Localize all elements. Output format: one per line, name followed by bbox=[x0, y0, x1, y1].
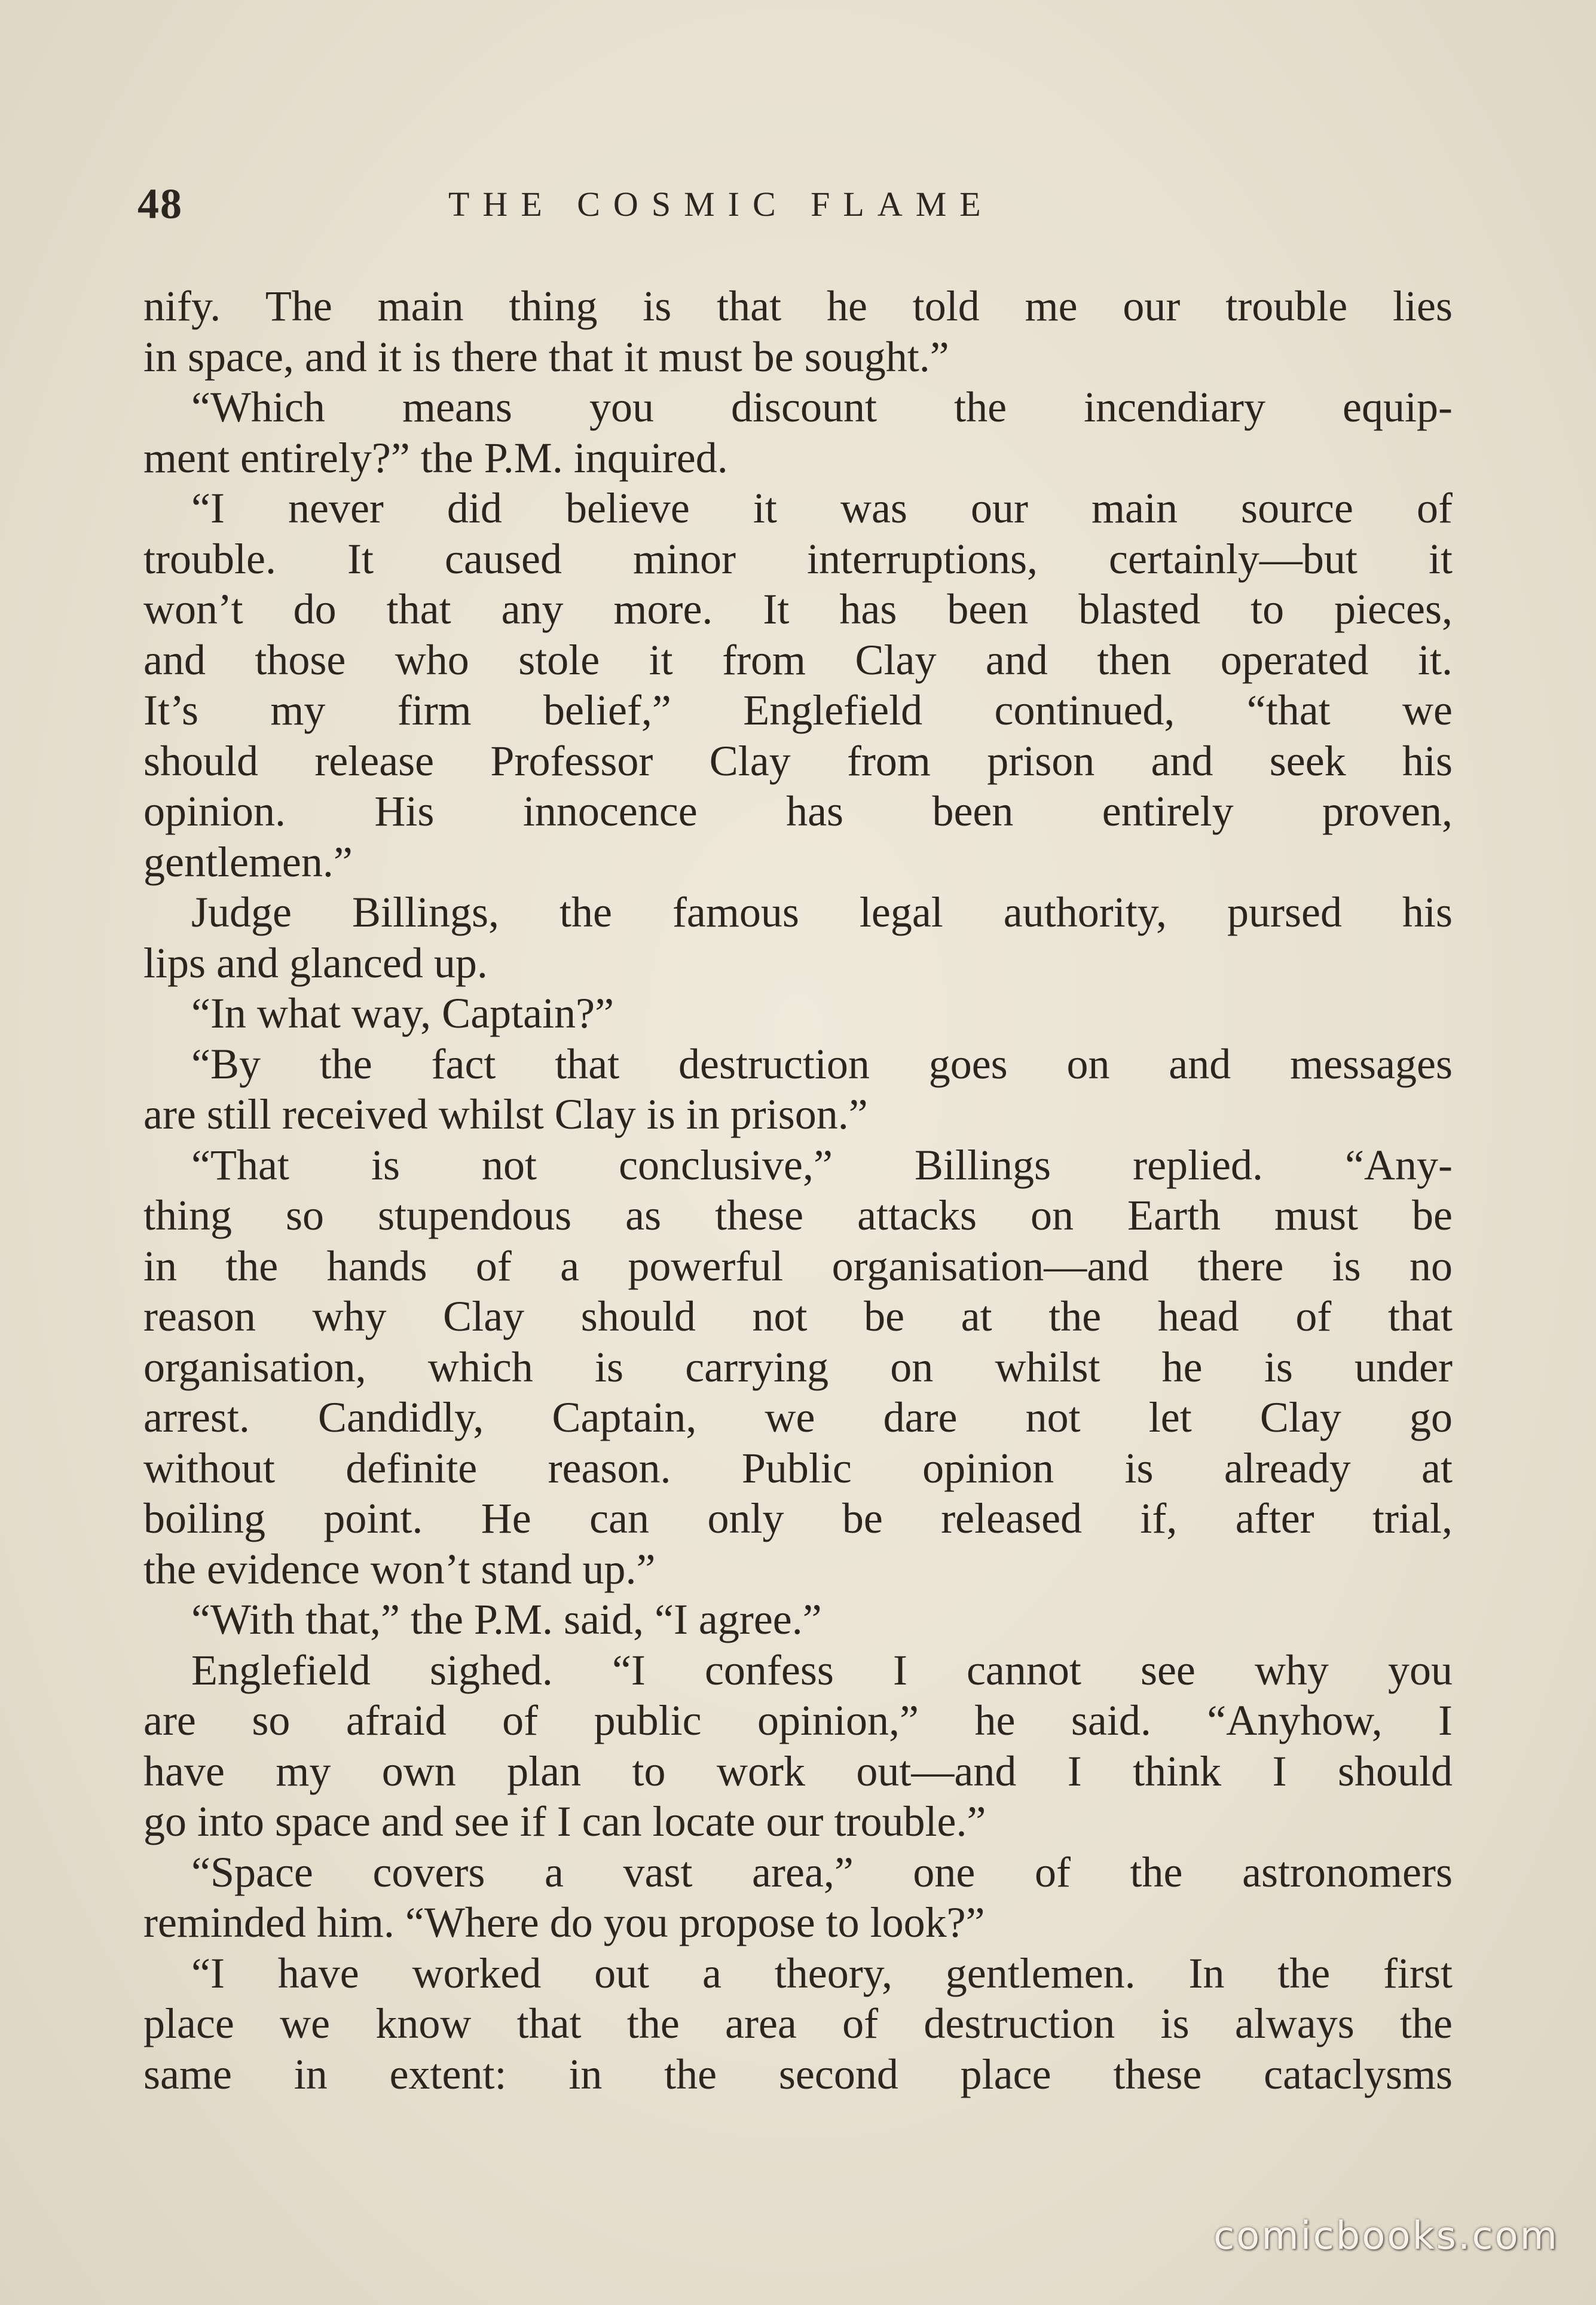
text-line: and those who stole it from Clay and then operated it. bbox=[143, 635, 1453, 684]
text-line: “Space covers a vast area,” one of the astronomers bbox=[191, 1848, 1453, 1896]
text-line: thing so stupendous as these attacks on Earth must be bbox=[143, 1191, 1453, 1239]
text-line: “I have worked out a theory, gentlemen. In the first bbox=[191, 1949, 1453, 1997]
text-line: ment entirely?” the P.M. inquired. bbox=[143, 433, 728, 482]
site-watermark: comicbooks.com bbox=[1213, 2214, 1559, 2258]
text-line: nify. The main thing is that he told me our trouble lies bbox=[143, 282, 1453, 330]
text-line: boiling point. He can only be released if, after trial, bbox=[143, 1494, 1453, 1542]
text-line: organisation, which is carrying on whilst he is under bbox=[143, 1343, 1453, 1391]
text-line: reason why Clay should not be at the head of that bbox=[143, 1292, 1453, 1340]
text-line: It’s my firm belief,” Englefield continued, “that we bbox=[143, 686, 1453, 734]
text-line: same in extent: in the second place these cataclysms bbox=[143, 2050, 1453, 2098]
text-line: won’t do that any more. It has been blasted to pieces, bbox=[143, 585, 1453, 633]
text-line: go into space and see if I can locate our trouble.” bbox=[143, 1797, 986, 1845]
text-line: “By the fact that destruction goes on and messages bbox=[191, 1040, 1453, 1088]
text-line: are so afraid of public opinion,” he said. “Anyhow, I bbox=[143, 1696, 1453, 1744]
text-line: reminded him. “Where do you propose to look?” bbox=[143, 1899, 985, 1946]
text-line: “That is not conclusive,” Billings replied. “Any- bbox=[191, 1141, 1453, 1189]
text-line: place we know that the area of destruction is always the bbox=[143, 2000, 1453, 2047]
text-line: in the hands of a powerful organisation—and there is no bbox=[143, 1242, 1453, 1290]
text-line: in space, and it is there that it must be sought.” bbox=[143, 332, 949, 381]
text-line: the evidence won’t stand up.” bbox=[143, 1545, 656, 1593]
text-line: have my own plan to work out—and I think I should bbox=[143, 1747, 1453, 1795]
text-line: Judge Billings, the famous legal authority, pursed his bbox=[191, 888, 1453, 936]
text-line: should release Professor Clay from prison and seek his bbox=[143, 736, 1453, 785]
body-text bbox=[143, 281, 1453, 2099]
text-line: are still received whilst Clay is in prison.” bbox=[143, 1090, 868, 1138]
text-line: gentlemen.” bbox=[143, 837, 353, 886]
text-line: opinion. His innocence has been entirely proven, bbox=[143, 787, 1453, 835]
text-line: “I never did believe it was our main source of bbox=[191, 484, 1453, 532]
text-line: Englefield sighed. “I confess I cannot see why you bbox=[191, 1646, 1453, 1694]
text-line: “With that,” the P.M. said, “I agree.” bbox=[191, 1595, 822, 1643]
text-line: “In what way, Captain?” bbox=[191, 989, 614, 1037]
text-line: “Which means you discount the incendiary equip- bbox=[191, 383, 1453, 431]
text-line: trouble. It caused minor interruptions, certainly—but it bbox=[143, 534, 1453, 583]
text-line: arrest. Candidly, Captain, we dare not let Clay go bbox=[143, 1393, 1453, 1441]
book-title: THE COSMIC FLAME bbox=[448, 185, 994, 224]
text-line: without definite reason. Public opinion is already at bbox=[143, 1444, 1453, 1492]
page-number: 48 bbox=[137, 180, 183, 228]
running-head bbox=[137, 179, 1453, 245]
text-line: lips and glanced up. bbox=[143, 938, 488, 987]
